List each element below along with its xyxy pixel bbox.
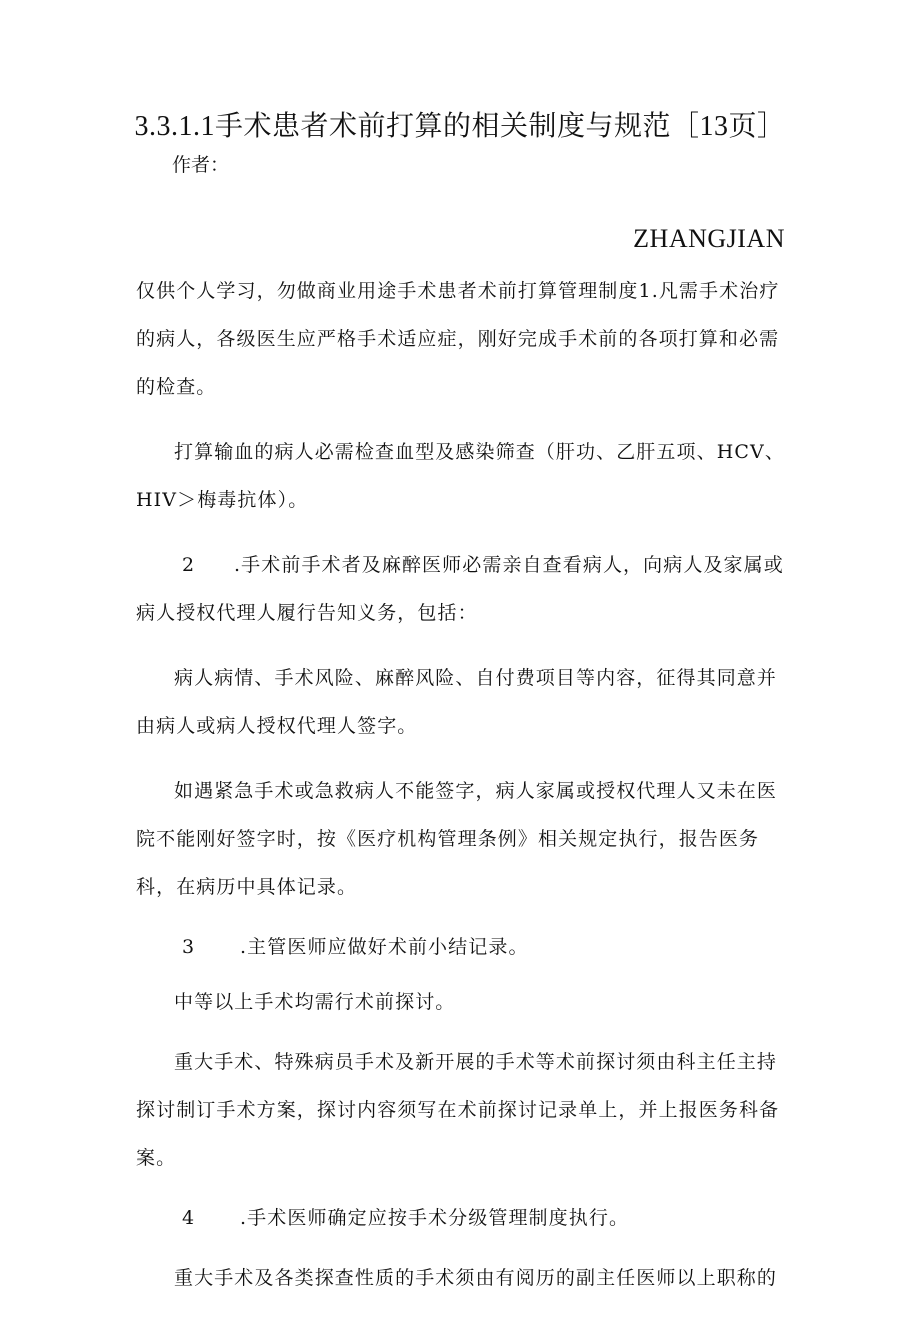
paragraph: 仅供个人学习，勿做商业用途手术患者术前打算管理制度1.凡需手术治疗的病人，各级医生应严格手术适应症，刚好完成手术前的各项打算和必需的检查。: [136, 280, 780, 398]
paragraph: 中等以上手术均需行术前探讨。: [174, 991, 456, 1013]
numbered-item: [136, 1199, 786, 1237]
item-text: .手术前手术者及麻醉医师必需亲自查看病人，向病人及家属或病人授权代理人履行告知义务，包括：: [136, 554, 784, 624]
paragraph: 打算输血的病人必需检查血型及感染筛查（肝功、乙肝五项、HCV、HIV＞梅毒抗体）。: [136, 441, 785, 511]
item-number: 4: [182, 1207, 196, 1229]
numbered-item: [136, 928, 786, 966]
author-label: 作者：: [172, 154, 230, 176]
paragraph: 如遇紧急手术或急救病人不能签字，病人家属或授权代理人又未在医院不能刚好签字时，按《医疗机构管理条例》相关规定执行，报告医务科，在病历中具体记录。: [136, 780, 778, 898]
document-body: [136, 267, 786, 1319]
numbered-item: [136, 541, 786, 637]
item-text: .主管医师应做好术前小结记录。: [240, 936, 529, 958]
author-name: ZHANGJIAN: [633, 224, 785, 253]
paragraph: 重大手术、特殊病员手术及新开展的手术等术前探讨须由科主任主持探讨制订手术方案，探讨内容须写在术前探讨记录单上，并上报医务科备案。: [136, 1051, 780, 1169]
item-text: .手术医师确定应按手术分级管理制度执行。: [240, 1207, 630, 1229]
item-number: 3: [182, 936, 196, 958]
item-number: 2: [182, 554, 196, 576]
paragraph: 病人病情、手术风险、麻醉风险、自付费项目等内容，征得其同意并由病人或病人授权代理人签字。: [136, 667, 778, 737]
document-title: 3.3.1.1手术患者术前打算的相关制度与规范［13页］: [134, 111, 786, 142]
paragraph: 重大手术及各类探查性质的手术须由有阅历的副主任医师以上职称的: [174, 1267, 778, 1289]
